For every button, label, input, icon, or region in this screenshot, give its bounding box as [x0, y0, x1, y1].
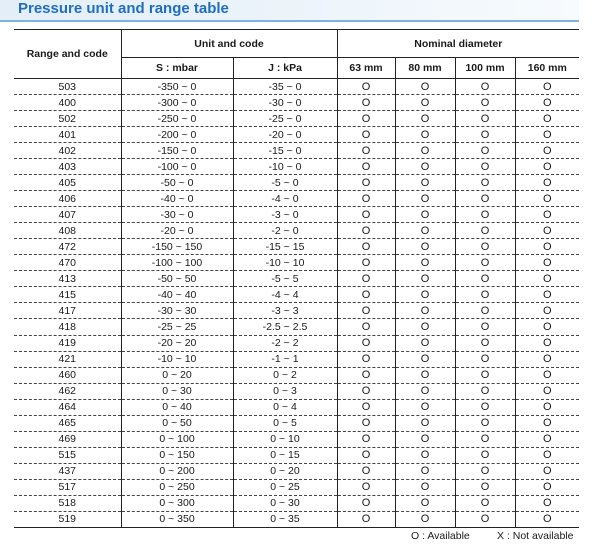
table-row	[14, 303, 579, 319]
cell-160mm: O	[515, 303, 579, 319]
cell-80mm: O	[395, 95, 455, 111]
cell-80mm: O	[395, 223, 455, 239]
table-row	[14, 463, 579, 479]
cell-s-mbar: -250 ~ 0	[121, 111, 233, 127]
cell-range-code: 470	[14, 255, 121, 271]
cell-s-mbar: -350 ~ 0	[121, 79, 233, 95]
cell-100mm: O	[455, 271, 515, 287]
table-row	[14, 287, 579, 303]
cell-80mm: O	[395, 351, 455, 367]
header-160mm: 160 mm	[515, 58, 579, 79]
cell-s-mbar: -300 ~ 0	[121, 95, 233, 111]
cell-80mm: O	[395, 143, 455, 159]
cell-j-kpa: -35 ~ 0	[233, 79, 337, 95]
cell-range-code: 462	[14, 383, 121, 399]
cell-j-kpa: -2 ~ 0	[233, 223, 337, 239]
table-row	[14, 431, 579, 447]
cell-63mm: O	[337, 95, 395, 111]
cell-j-kpa: -20 ~ 0	[233, 127, 337, 143]
cell-100mm: O	[455, 159, 515, 175]
cell-range-code: 465	[14, 415, 121, 431]
table-row	[14, 239, 579, 255]
cell-s-mbar: 0 ~ 350	[121, 511, 233, 527]
cell-160mm: O	[515, 175, 579, 191]
legend-available: O : Available	[411, 530, 470, 542]
cell-80mm: O	[395, 511, 455, 527]
cell-160mm: O	[515, 111, 579, 127]
cell-j-kpa: -3 ~ 0	[233, 207, 337, 223]
cell-100mm: O	[455, 447, 515, 463]
cell-63mm: O	[337, 143, 395, 159]
table-row	[14, 191, 579, 207]
table-row	[14, 447, 579, 463]
cell-range-code: 415	[14, 287, 121, 303]
cell-s-mbar: -40 ~ 40	[121, 287, 233, 303]
table-row	[14, 127, 579, 143]
table-row	[14, 255, 579, 271]
cell-63mm: O	[337, 159, 395, 175]
cell-j-kpa: -4 ~ 4	[233, 287, 337, 303]
cell-range-code: 502	[14, 111, 121, 127]
cell-range-code: 402	[14, 143, 121, 159]
cell-100mm: O	[455, 415, 515, 431]
cell-100mm: O	[455, 319, 515, 335]
cell-range-code: 418	[14, 319, 121, 335]
table-row	[14, 175, 579, 191]
cell-160mm: O	[515, 239, 579, 255]
cell-j-kpa: -4 ~ 0	[233, 191, 337, 207]
cell-160mm: O	[515, 415, 579, 431]
table-row	[14, 319, 579, 335]
table-row	[14, 111, 579, 127]
cell-j-kpa: -5 ~ 5	[233, 271, 337, 287]
cell-80mm: O	[395, 367, 455, 383]
cell-j-kpa: -10 ~ 10	[233, 255, 337, 271]
table-row	[14, 399, 579, 415]
header-nominal-diameter: Nominal diameter	[337, 30, 579, 58]
cell-range-code: 400	[14, 95, 121, 111]
cell-s-mbar: -40 ~ 0	[121, 191, 233, 207]
cell-j-kpa: 0 ~ 25	[233, 479, 337, 495]
cell-100mm: O	[455, 431, 515, 447]
cell-j-kpa: -25 ~ 0	[233, 111, 337, 127]
cell-80mm: O	[395, 495, 455, 511]
table-row	[14, 383, 579, 399]
cell-100mm: O	[455, 479, 515, 495]
cell-63mm: O	[337, 431, 395, 447]
cell-100mm: O	[455, 287, 515, 303]
cell-160mm: O	[515, 159, 579, 175]
cell-160mm: O	[515, 255, 579, 271]
cell-j-kpa: -15 ~ 15	[233, 239, 337, 255]
cell-160mm: O	[515, 335, 579, 351]
cell-100mm: O	[455, 335, 515, 351]
cell-63mm: O	[337, 319, 395, 335]
cell-80mm: O	[395, 127, 455, 143]
cell-63mm: O	[337, 303, 395, 319]
cell-63mm: O	[337, 287, 395, 303]
cell-range-code: 517	[14, 479, 121, 495]
cell-160mm: O	[515, 287, 579, 303]
table-body	[14, 79, 579, 528]
cell-range-code: 401	[14, 127, 121, 143]
cell-range-code: 407	[14, 207, 121, 223]
cell-range-code: 515	[14, 447, 121, 463]
cell-63mm: O	[337, 271, 395, 287]
table-row	[14, 495, 579, 511]
header-80mm: 80 mm	[395, 58, 455, 79]
cell-80mm: O	[395, 175, 455, 191]
table-row	[14, 335, 579, 351]
cell-j-kpa: 0 ~ 5	[233, 415, 337, 431]
cell-160mm: O	[515, 351, 579, 367]
cell-j-kpa: -15 ~ 0	[233, 143, 337, 159]
cell-80mm: O	[395, 319, 455, 335]
cell-63mm: O	[337, 495, 395, 511]
cell-range-code: 413	[14, 271, 121, 287]
cell-80mm: O	[395, 111, 455, 127]
cell-100mm: O	[455, 239, 515, 255]
title-bar	[0, 0, 579, 22]
cell-80mm: O	[395, 207, 455, 223]
cell-63mm: O	[337, 463, 395, 479]
cell-s-mbar: 0 ~ 20	[121, 367, 233, 383]
cell-s-mbar: 0 ~ 250	[121, 479, 233, 495]
cell-s-mbar: 0 ~ 30	[121, 383, 233, 399]
cell-range-code: 417	[14, 303, 121, 319]
cell-100mm: O	[455, 79, 515, 95]
cell-63mm: O	[337, 175, 395, 191]
cell-j-kpa: 0 ~ 30	[233, 495, 337, 511]
cell-j-kpa: 0 ~ 3	[233, 383, 337, 399]
header-100mm: 100 mm	[455, 58, 515, 79]
cell-s-mbar: -150 ~ 150	[121, 239, 233, 255]
cell-s-mbar: -100 ~ 100	[121, 255, 233, 271]
cell-s-mbar: -20 ~ 0	[121, 223, 233, 239]
cell-160mm: O	[515, 495, 579, 511]
cell-80mm: O	[395, 431, 455, 447]
cell-80mm: O	[395, 191, 455, 207]
cell-range-code: 405	[14, 175, 121, 191]
table-row	[14, 207, 579, 223]
cell-j-kpa: 0 ~ 20	[233, 463, 337, 479]
cell-s-mbar: 0 ~ 100	[121, 431, 233, 447]
cell-80mm: O	[395, 383, 455, 399]
cell-63mm: O	[337, 479, 395, 495]
cell-160mm: O	[515, 511, 579, 527]
cell-100mm: O	[455, 463, 515, 479]
cell-63mm: O	[337, 399, 395, 415]
cell-80mm: O	[395, 335, 455, 351]
cell-63mm: O	[337, 415, 395, 431]
cell-s-mbar: -50 ~ 50	[121, 271, 233, 287]
cell-range-code: 472	[14, 239, 121, 255]
table-row	[14, 367, 579, 383]
cell-s-mbar: -30 ~ 0	[121, 207, 233, 223]
cell-63mm: O	[337, 511, 395, 527]
cell-range-code: 403	[14, 159, 121, 175]
cell-100mm: O	[455, 495, 515, 511]
table-row	[14, 79, 579, 95]
cell-63mm: O	[337, 351, 395, 367]
table-row	[14, 479, 579, 495]
cell-63mm: O	[337, 191, 395, 207]
table-row	[14, 159, 579, 175]
cell-range-code: 437	[14, 463, 121, 479]
cell-63mm: O	[337, 79, 395, 95]
cell-range-code: 419	[14, 335, 121, 351]
header-row-top	[14, 30, 579, 58]
cell-160mm: O	[515, 207, 579, 223]
cell-80mm: O	[395, 271, 455, 287]
cell-80mm: O	[395, 79, 455, 95]
cell-63mm: O	[337, 207, 395, 223]
cell-160mm: O	[515, 191, 579, 207]
cell-63mm: O	[337, 239, 395, 255]
pressure-range-table	[14, 29, 579, 528]
cell-160mm: O	[515, 95, 579, 111]
cell-100mm: O	[455, 95, 515, 111]
table-row	[14, 351, 579, 367]
header-63mm: 63 mm	[337, 58, 395, 79]
cell-j-kpa: -10 ~ 0	[233, 159, 337, 175]
cell-s-mbar: -150 ~ 0	[121, 143, 233, 159]
cell-range-code: 408	[14, 223, 121, 239]
cell-63mm: O	[337, 127, 395, 143]
cell-160mm: O	[515, 463, 579, 479]
cell-160mm: O	[515, 79, 579, 95]
cell-range-code: 460	[14, 367, 121, 383]
cell-160mm: O	[515, 127, 579, 143]
header-unit-code: Unit and code	[121, 30, 337, 58]
cell-range-code: 519	[14, 511, 121, 527]
cell-63mm: O	[337, 223, 395, 239]
cell-160mm: O	[515, 271, 579, 287]
table-row	[14, 143, 579, 159]
cell-63mm: O	[337, 383, 395, 399]
cell-63mm: O	[337, 335, 395, 351]
cell-range-code: 518	[14, 495, 121, 511]
cell-s-mbar: -10 ~ 10	[121, 351, 233, 367]
cell-j-kpa: -5 ~ 0	[233, 175, 337, 191]
cell-160mm: O	[515, 479, 579, 495]
cell-100mm: O	[455, 383, 515, 399]
cell-s-mbar: 0 ~ 40	[121, 399, 233, 415]
cell-j-kpa: 0 ~ 35	[233, 511, 337, 527]
table-row	[14, 511, 579, 527]
cell-s-mbar: 0 ~ 200	[121, 463, 233, 479]
cell-100mm: O	[455, 143, 515, 159]
cell-j-kpa: -2 ~ 2	[233, 335, 337, 351]
legend-not-available: X : Not available	[497, 530, 574, 542]
cell-s-mbar: -200 ~ 0	[121, 127, 233, 143]
cell-s-mbar: -20 ~ 20	[121, 335, 233, 351]
table-row	[14, 223, 579, 239]
cell-100mm: O	[455, 511, 515, 527]
cell-s-mbar: -25 ~ 25	[121, 319, 233, 335]
cell-80mm: O	[395, 399, 455, 415]
cell-80mm: O	[395, 239, 455, 255]
cell-j-kpa: -1 ~ 1	[233, 351, 337, 367]
header-s-mbar: S : mbar	[121, 58, 233, 79]
cell-160mm: O	[515, 431, 579, 447]
cell-63mm: O	[337, 447, 395, 463]
cell-100mm: O	[455, 175, 515, 191]
cell-j-kpa: -2.5 ~ 2.5	[233, 319, 337, 335]
cell-63mm: O	[337, 111, 395, 127]
cell-s-mbar: 0 ~ 300	[121, 495, 233, 511]
cell-100mm: O	[455, 127, 515, 143]
cell-80mm: O	[395, 447, 455, 463]
cell-160mm: O	[515, 223, 579, 239]
cell-j-kpa: 0 ~ 15	[233, 447, 337, 463]
cell-80mm: O	[395, 463, 455, 479]
cell-s-mbar: 0 ~ 50	[121, 415, 233, 431]
cell-100mm: O	[455, 223, 515, 239]
cell-80mm: O	[395, 303, 455, 319]
cell-100mm: O	[455, 351, 515, 367]
header-range-code: Range and code	[14, 30, 121, 79]
cell-160mm: O	[515, 319, 579, 335]
cell-63mm: O	[337, 367, 395, 383]
cell-s-mbar: -30 ~ 30	[121, 303, 233, 319]
cell-80mm: O	[395, 287, 455, 303]
cell-j-kpa: 0 ~ 2	[233, 367, 337, 383]
header-j-kpa: J : kPa	[233, 58, 337, 79]
cell-100mm: O	[455, 207, 515, 223]
cell-160mm: O	[515, 399, 579, 415]
cell-range-code: 464	[14, 399, 121, 415]
table-row	[14, 271, 579, 287]
cell-s-mbar: -100 ~ 0	[121, 159, 233, 175]
cell-j-kpa: -3 ~ 3	[233, 303, 337, 319]
cell-s-mbar: -50 ~ 0	[121, 175, 233, 191]
cell-80mm: O	[395, 255, 455, 271]
table-row	[14, 415, 579, 431]
cell-range-code: 503	[14, 79, 121, 95]
cell-s-mbar: 0 ~ 150	[121, 447, 233, 463]
cell-range-code: 469	[14, 431, 121, 447]
cell-100mm: O	[455, 255, 515, 271]
cell-80mm: O	[395, 479, 455, 495]
cell-80mm: O	[395, 415, 455, 431]
cell-160mm: O	[515, 383, 579, 399]
cell-100mm: O	[455, 191, 515, 207]
page-title: Pressure unit and range table	[18, 0, 229, 17]
cell-63mm: O	[337, 255, 395, 271]
cell-100mm: O	[455, 303, 515, 319]
cell-80mm: O	[395, 159, 455, 175]
cell-100mm: O	[455, 111, 515, 127]
cell-160mm: O	[515, 367, 579, 383]
cell-j-kpa: 0 ~ 4	[233, 399, 337, 415]
cell-range-code: 406	[14, 191, 121, 207]
table-row	[14, 95, 579, 111]
cell-j-kpa: 0 ~ 10	[233, 431, 337, 447]
cell-100mm: O	[455, 399, 515, 415]
cell-100mm: O	[455, 367, 515, 383]
cell-range-code: 421	[14, 351, 121, 367]
cell-160mm: O	[515, 447, 579, 463]
cell-j-kpa: -30 ~ 0	[233, 95, 337, 111]
cell-160mm: O	[515, 143, 579, 159]
